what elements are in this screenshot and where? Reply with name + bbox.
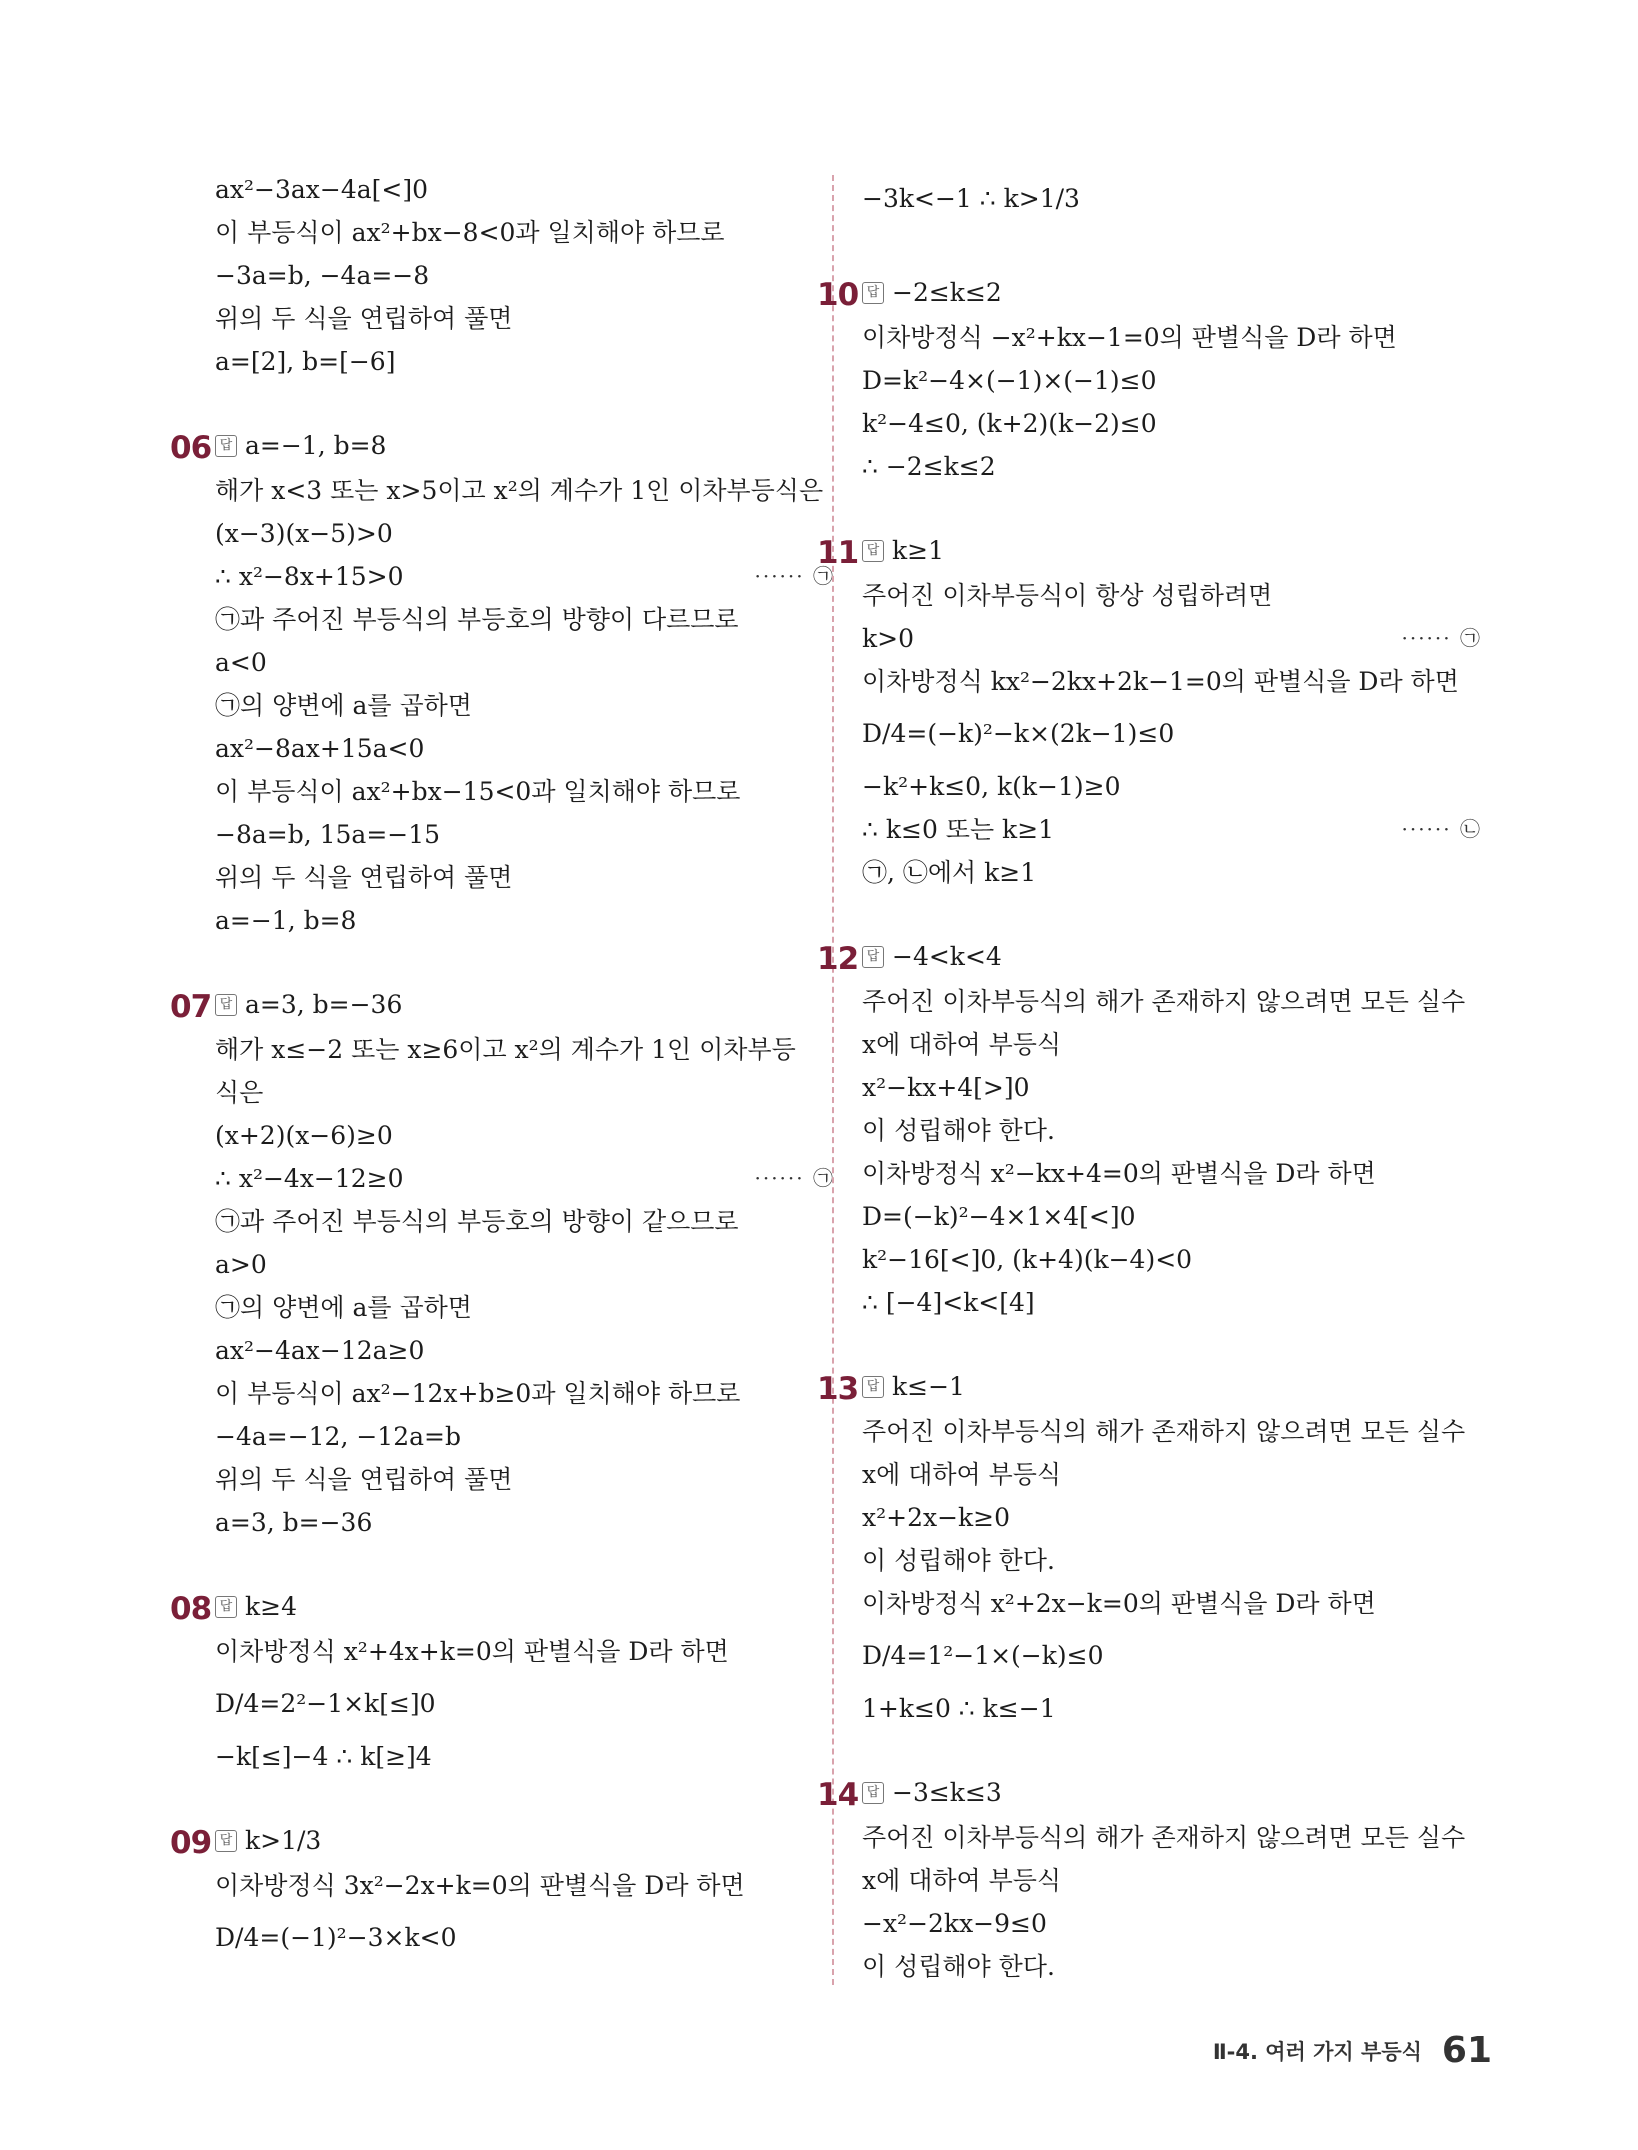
solution-line <box>862 980 1482 1023</box>
solution-line <box>862 851 1482 894</box>
solution-text: 주어진 이차부등식이 항상 성립하려면 <box>862 581 1273 610</box>
solution-line <box>215 1286 835 1329</box>
solution-line <box>862 1281 1482 1324</box>
answer-text: a=−1, b=8 <box>245 431 387 460</box>
answer-header <box>817 1364 1482 1410</box>
solution-text: −x²−2kx−9≤0 <box>862 1909 1047 1938</box>
solution-text: x²−kx+4[>]0 <box>862 1073 1030 1102</box>
solution-text: (x−3)(x−5)>0 <box>215 519 393 548</box>
solution-line <box>862 574 1482 617</box>
solution-line <box>215 1071 835 1114</box>
page-footer <box>1213 2030 1492 2071</box>
solution-line <box>215 1200 835 1243</box>
block-gap <box>862 1324 1482 1364</box>
solution-text: x에 대하여 부등식 <box>862 1866 1062 1895</box>
solution-line <box>215 1028 835 1071</box>
solution-text: 이 부등식이 ax²+bx−8<0과 일치해야 하므로 <box>215 218 725 247</box>
answer-icon: 답 <box>862 1782 884 1804</box>
solution-text: −8a=b, 15a=−15 <box>215 820 441 849</box>
answer-icon: 답 <box>215 1830 237 1852</box>
solution-text: ∴ [−4]<k<[4] <box>862 1288 1035 1317</box>
answer-text: −3≤k≤3 <box>892 1778 1002 1807</box>
answer-header <box>817 270 1482 316</box>
solution-text: a=3, b=−36 <box>215 1508 373 1537</box>
solution-text: 이 성립해야 한다. <box>862 1546 1055 1575</box>
answer-icon: 답 <box>215 1596 237 1618</box>
solution-text: −3k<−1 ∴ k>1/3 <box>862 184 1080 213</box>
solution-line <box>862 1195 1482 1238</box>
solution-text: ax²−3ax−4a[<]0 <box>215 175 429 204</box>
solution-line <box>215 555 835 598</box>
problem-number: 13 <box>817 1371 859 1407</box>
solution-line <box>862 1945 1482 1988</box>
solution-text: 이차방정식 3x²−2x+k=0의 판별식을 D라 하면 <box>215 1871 745 1900</box>
solution-line <box>215 1673 835 1735</box>
solution-text: a>0 <box>215 1250 267 1279</box>
block-gap <box>215 1778 835 1818</box>
solution-line <box>215 813 835 856</box>
solution-line <box>862 1625 1482 1687</box>
solution-line <box>215 512 835 555</box>
solution-line <box>215 899 835 942</box>
solution-line <box>215 641 835 684</box>
solution-line <box>862 808 1482 851</box>
answer-text: k>1/3 <box>245 1826 322 1855</box>
mark-dots: ······ <box>754 1166 813 1190</box>
solution-text: 이차방정식 kx²−2kx+2k−1=0의 판별식을 D라 하면 <box>862 667 1459 696</box>
answer-text: −2≤k≤2 <box>892 278 1002 307</box>
block-gap <box>215 1544 835 1584</box>
solution-text: D/4=(−k)²−k×(2k−1)≤0 <box>862 719 1175 748</box>
solution-text: 주어진 이차부등식의 해가 존재하지 않으려면 모든 실수 <box>862 1823 1466 1852</box>
answer-text: k≤−1 <box>892 1372 965 1401</box>
solution-text: 이 부등식이 ax²−12x+b≥0과 일치해야 하므로 <box>215 1379 741 1408</box>
solution-line <box>215 297 835 340</box>
solution-text: k²−4≤0, (k+2)(k−2)≤0 <box>862 409 1157 438</box>
solution-line <box>862 316 1482 359</box>
solution-text: 주어진 이차부등식의 해가 존재하지 않으려면 모든 실수 <box>862 1417 1466 1446</box>
solution-text: 위의 두 식을 연립하여 풀면 <box>215 863 513 892</box>
answer-header <box>817 934 1482 980</box>
solution-line <box>862 445 1482 488</box>
solution-text: 이 성립해야 한다. <box>862 1116 1055 1145</box>
block-gap <box>862 230 1482 270</box>
solution-line <box>215 254 835 297</box>
circled-label: ㉠ <box>1460 626 1482 650</box>
solution-text: 이차방정식 −x²+kx−1=0의 판별식을 D라 하면 <box>862 323 1397 352</box>
page-number: 61 <box>1441 2030 1492 2071</box>
solution-text: ∴ k≤0 또는 k≥1 <box>862 815 1055 844</box>
solution-line <box>862 1023 1482 1066</box>
solution-text: D=k²−4×(−1)×(−1)≤0 <box>862 366 1157 395</box>
answer-header <box>170 982 835 1028</box>
problem-number: 11 <box>817 535 859 571</box>
solution-line <box>215 1329 835 1372</box>
solution-text: 해가 x≤−2 또는 x≥6이고 x²의 계수가 1인 이차부등 <box>215 1035 796 1064</box>
mark-dots: ······ <box>1401 817 1460 841</box>
equation-mark <box>1401 808 1482 851</box>
solution-text: a=[2], b=[−6] <box>215 347 396 376</box>
problem-number: 06 <box>170 430 212 466</box>
solution-text: 이차방정식 x²−kx+4=0의 판별식을 D라 하면 <box>862 1159 1376 1188</box>
solution-text: x에 대하여 부등식 <box>862 1030 1062 1059</box>
solution-line <box>215 211 835 254</box>
answer-header <box>170 423 835 469</box>
block-gap <box>215 383 835 423</box>
solution-line <box>862 1453 1482 1496</box>
solution-line <box>215 1735 835 1778</box>
solution-line <box>215 340 835 383</box>
circled-label: ㉠ <box>813 564 835 588</box>
solution-line <box>862 1109 1482 1152</box>
mark-dots: ······ <box>754 564 813 588</box>
solution-line <box>215 727 835 770</box>
solution-text: 1+k≤0 ∴ k≤−1 <box>862 1694 1056 1723</box>
footer-section-title: Ⅱ-4. 여러 가지 부등식 <box>1212 2039 1422 2064</box>
solution-text: ∴ x²−8x+15>0 <box>215 562 404 591</box>
solution-line <box>215 1630 835 1673</box>
solution-text: x에 대하여 부등식 <box>862 1460 1062 1489</box>
solution-line <box>862 1859 1482 1902</box>
problem-number: 07 <box>170 989 212 1025</box>
solution-line <box>215 856 835 899</box>
solution-text: x²+2x−k≥0 <box>862 1503 1011 1532</box>
problem-number: 12 <box>817 941 859 977</box>
solution-line <box>862 703 1482 765</box>
solution-text: ∴ −2≤k≤2 <box>862 452 996 481</box>
solution-line <box>215 469 835 512</box>
solution-line <box>215 1114 835 1157</box>
block-gap <box>862 1730 1482 1770</box>
solution-text: ∴ x²−4x−12≥0 <box>215 1164 404 1193</box>
solution-text: a=−1, b=8 <box>215 906 357 935</box>
problem-number: 10 <box>817 277 859 313</box>
equation-mark <box>1401 617 1482 660</box>
solution-line <box>215 1372 835 1415</box>
solution-line <box>862 1410 1482 1453</box>
solution-line <box>862 1496 1482 1539</box>
block-gap <box>862 894 1482 934</box>
solution-line <box>862 1582 1482 1625</box>
answer-icon: 답 <box>862 540 884 562</box>
answer-icon: 답 <box>862 1376 884 1398</box>
solution-line <box>215 168 835 211</box>
solution-line <box>862 1902 1482 1945</box>
solution-line <box>862 617 1482 660</box>
solution-text: −4a=−12, −12a=b <box>215 1422 461 1451</box>
answer-icon: 답 <box>862 282 884 304</box>
solution-text: k²−16[<]0, (k+4)(k−4)<0 <box>862 1245 1193 1274</box>
solution-text: D=(−k)²−4×1×4[<]0 <box>862 1202 1136 1231</box>
equation-mark <box>754 1157 835 1200</box>
mark-dots: ······ <box>1401 626 1460 650</box>
answer-text: a=3, b=−36 <box>245 990 403 1019</box>
answer-header <box>817 528 1482 574</box>
solution-line <box>215 684 835 727</box>
solution-line <box>862 168 1482 230</box>
solution-text: k>0 <box>862 624 915 653</box>
solution-line <box>862 660 1482 703</box>
answer-icon: 답 <box>215 435 237 457</box>
problem-number: 08 <box>170 1591 212 1627</box>
circled-label: ㉠ <box>813 1166 835 1190</box>
solution-line <box>215 1243 835 1286</box>
solution-text: 식은 <box>215 1078 264 1107</box>
solution-line <box>862 1152 1482 1195</box>
solution-text: ㉠의 양변에 a를 곱하면 <box>215 1293 472 1322</box>
solution-text: 이차방정식 x²+4x+k=0의 판별식을 D라 하면 <box>215 1637 729 1666</box>
solution-text: 이 성립해야 한다. <box>862 1952 1055 1981</box>
solution-line <box>215 598 835 641</box>
solution-text: a<0 <box>215 648 267 677</box>
solution-text: ax²−4ax−12a≥0 <box>215 1336 425 1365</box>
solution-line <box>862 359 1482 402</box>
answer-text: −4<k<4 <box>892 942 1002 971</box>
solution-text: 이차방정식 x²+2x−k=0의 판별식을 D라 하면 <box>862 1589 1376 1618</box>
solution-text: ㉠, ㉡에서 k≥1 <box>862 858 1037 887</box>
solution-line <box>215 1458 835 1501</box>
solution-line <box>862 1816 1482 1859</box>
solution-text: 주어진 이차부등식의 해가 존재하지 않으려면 모든 실수 <box>862 987 1466 1016</box>
solution-line <box>215 1157 835 1200</box>
answer-header <box>817 1770 1482 1816</box>
solution-line <box>862 1687 1482 1730</box>
solution-text: 위의 두 식을 연립하여 풀면 <box>215 1465 513 1494</box>
solution-text: ㉠과 주어진 부등식의 부등호의 방향이 다르므로 <box>215 605 739 634</box>
answer-icon: 답 <box>862 946 884 968</box>
solution-line <box>862 1539 1482 1582</box>
solution-text: 해가 x<3 또는 x>5이고 x²의 계수가 1인 이차부등식은 <box>215 476 824 505</box>
block-gap <box>862 488 1482 528</box>
problem-number: 14 <box>817 1777 859 1813</box>
answer-header <box>170 1818 835 1864</box>
circled-label: ㉡ <box>1460 817 1482 841</box>
solution-text: (x+2)(x−6)≥0 <box>215 1121 393 1150</box>
solution-text: ㉠의 양변에 a를 곱하면 <box>215 691 472 720</box>
solution-line <box>215 1415 835 1458</box>
solution-line <box>862 765 1482 808</box>
solution-text: D/4=2²−1×k[≤]0 <box>215 1689 436 1718</box>
answer-icon: 답 <box>215 994 237 1016</box>
solution-line <box>215 1501 835 1544</box>
answer-header <box>170 1584 835 1630</box>
solution-text: ax²−8ax+15a<0 <box>215 734 425 763</box>
solution-text: −3a=b, −4a=−8 <box>215 261 430 290</box>
solution-line <box>862 1066 1482 1109</box>
solution-line <box>862 1238 1482 1281</box>
solution-line <box>215 770 835 813</box>
solution-text: D/4=1²−1×(−k)≤0 <box>862 1641 1104 1670</box>
block-gap <box>215 942 835 982</box>
column-divider <box>832 175 834 1985</box>
solution-text: D/4=(−1)²−3×k<0 <box>215 1923 457 1952</box>
answer-text: k≥4 <box>245 1592 298 1621</box>
solution-line <box>215 1907 835 1969</box>
right-column <box>817 168 1482 1988</box>
solution-text: 위의 두 식을 연립하여 풀면 <box>215 304 513 333</box>
solution-text: −k[≤]−4 ∴ k[≥]4 <box>215 1742 432 1771</box>
solution-text: −k²+k≤0, k(k−1)≥0 <box>862 772 1121 801</box>
solution-line <box>215 1864 835 1907</box>
answer-text: k≥1 <box>892 536 945 565</box>
solution-line <box>862 402 1482 445</box>
left-column <box>170 168 835 1969</box>
problem-number: 09 <box>170 1825 212 1861</box>
solution-text: ㉠과 주어진 부등식의 부등호의 방향이 같으므로 <box>215 1207 739 1236</box>
solution-text: 이 부등식이 ax²+bx−15<0과 일치해야 하므로 <box>215 777 741 806</box>
